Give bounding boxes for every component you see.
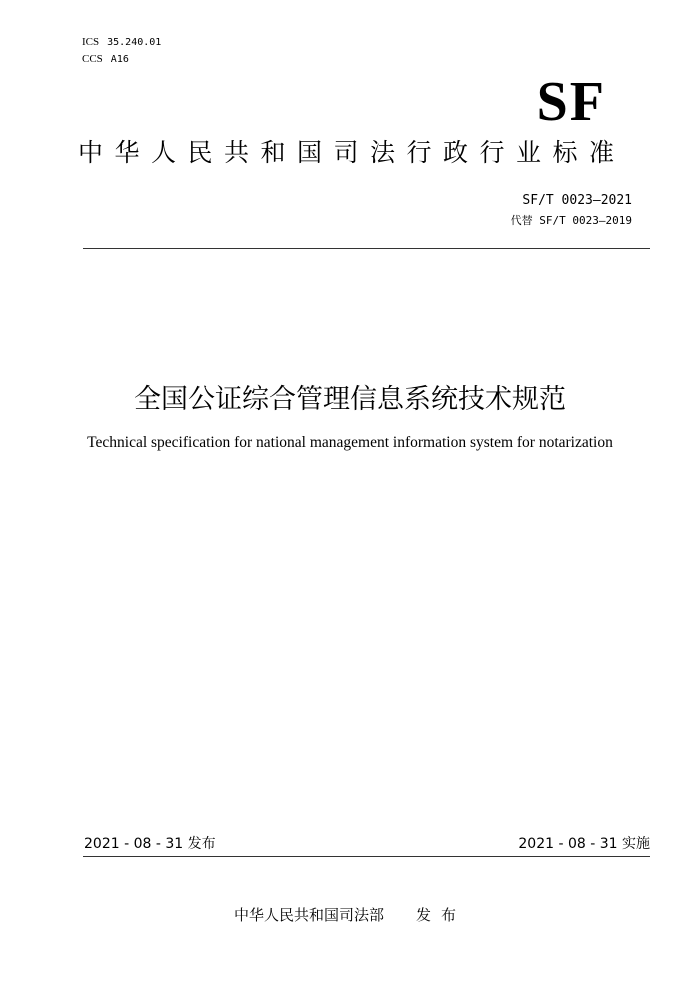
ics-code: 35.240.01 [107, 37, 162, 48]
top-divider [83, 248, 650, 249]
org-name: 中华人民共和国司法行政行业标准 [78, 138, 626, 167]
classification-codes [82, 34, 161, 68]
document-title-en: Technical specification for national management information system for notarization [87, 434, 613, 451]
ccs-label: CCS [82, 53, 103, 65]
standard-number: SF/T 0023—2021 [522, 193, 632, 208]
issuer-name: 中华人民共和国司法部 [233, 906, 384, 924]
document-title-cn: 全国公证综合管理信息系统技术规范 [134, 384, 566, 415]
issuer-line [0, 904, 700, 926]
implementation-date: 2021 - 08 - 31 实施 [518, 836, 650, 852]
issue-date: 2021 - 08 - 31 发布 [84, 836, 216, 852]
ics-label: ICS [82, 36, 100, 48]
ccs-code: A16 [110, 54, 129, 65]
bottom-divider [83, 856, 650, 857]
issuer-verb: 发布 [416, 906, 467, 924]
ccs-row [82, 51, 161, 68]
replaces-note: 代替 SF/T 0023—2019 [510, 214, 632, 227]
sf-logo: SF [536, 71, 606, 133]
ics-row [82, 34, 161, 51]
